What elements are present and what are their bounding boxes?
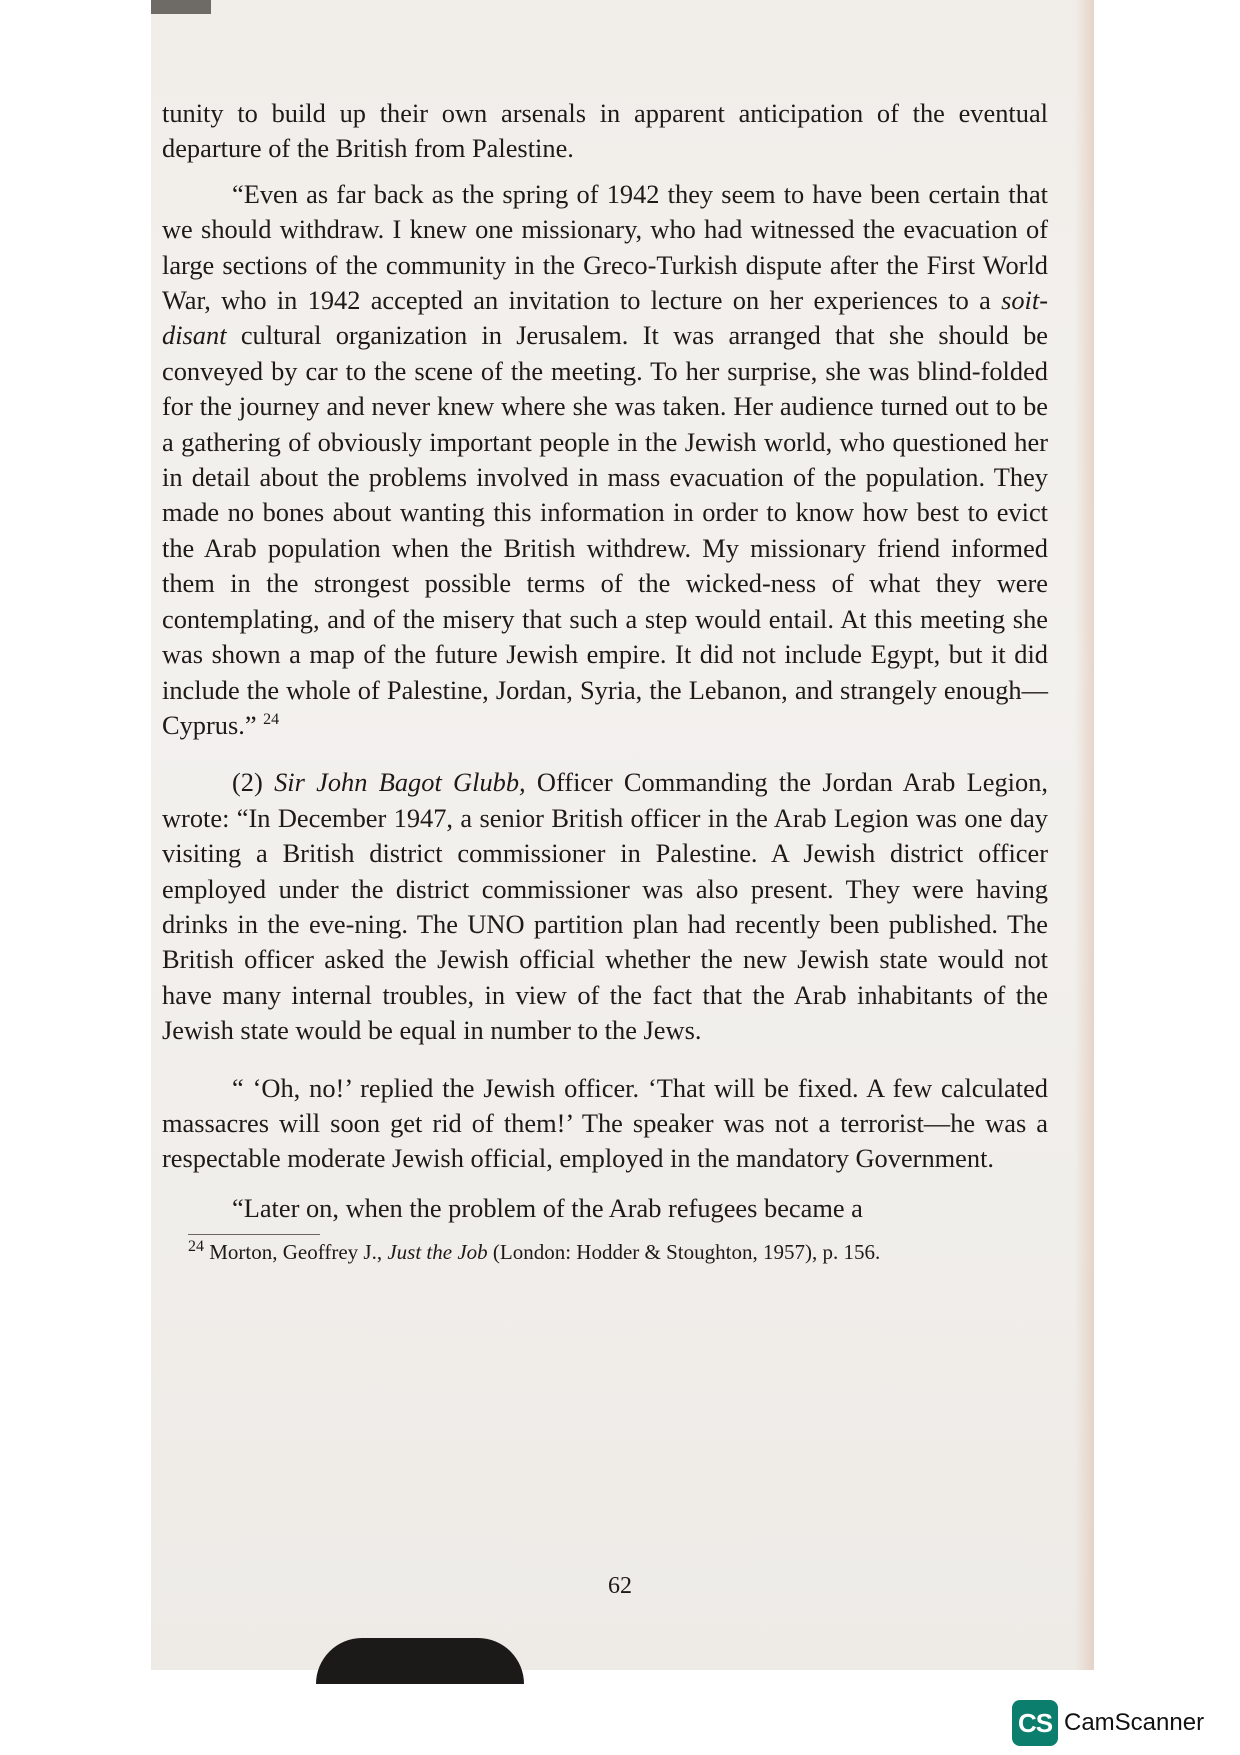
- thumb-shadow: [316, 1638, 524, 1684]
- paragraph-continued: tunity to build up their own arsenals in apparent anticipation of the eventual departure of the British from Palestine.: [162, 98, 1048, 164]
- quote-text-start: “Even as far back as the spring of 1942 they seem to have been certain that we should withdraw. I knew one missionary, who had witnessed the evacuation of large sections of the community in the Greco-Turkish dispute after the First World War, who in 1942 accepted an invitation to lecture on her experiences to a: [162, 178, 1048, 316]
- camscanner-watermark: [1012, 1700, 1204, 1746]
- paragraph-missionary-quote: [162, 177, 1048, 744]
- camscanner-app-name: CamScanner: [1064, 1709, 1205, 1736]
- footnote-divider: [188, 1234, 320, 1235]
- footnote-reference: 24: [263, 711, 280, 729]
- quote-italic-term: soit-disant: [162, 285, 1048, 351]
- item-number: (2): [232, 767, 275, 798]
- glubb-text: Officer Commanding the Jordan Arab Legion, wrote: “In December 1947, a senior British officer in the Arab Legion was one day visiting a British district commissioner in Palestine. A Jewish district officer employed under the district commissioner was also present. They were having drinks in the eve-ning. The UNO partition plan had recently been published. The British officer asked the Jewish official whether the new Jewish state would not have many internal troubles, in view of the fact that the Arab inhabitants of the Jewish state would be equal in number to the Jews.: [162, 767, 1048, 1046]
- footnote: [188, 1239, 1048, 1265]
- footnote-book-title: Just the Job: [387, 1240, 488, 1265]
- paragraph-later-on: “Later on, when the problem of the Arab refugees became a: [232, 1192, 863, 1223]
- footnote-number: 24: [188, 1238, 204, 1256]
- camscanner-logo-icon: CS: [1012, 1700, 1058, 1746]
- quote-text-end: cultural organization in Jerusalem. It was arranged that she should be conveyed by car to the scene of the meeting. To her surprise, she was blind-folded for the journey and never knew where she was taken. Her audience turned out to be a gathering of obviously important people in the Jewish world, who questioned her in detail about the problems involved in mass evacuation of the population. They made no bones about wanting this information in order to know how best to evict the Arab population when the British withdrew. My missionary friend informed them in the strongest possible terms of the wicked-ness of what they were contemplating, and of the misery that such a step would entail. At this meeting she was shown a map of the future Jewish empire. It did not include Egypt, but it did include the whole of Palestine, Jordan, Syria, the Lebanon, and strangely enough—Cyprus.”: [162, 320, 1048, 740]
- paragraph-glubb: [162, 765, 1048, 1048]
- author-name: Sir John Bagot Glubb,: [274, 767, 526, 798]
- page-body: [162, 96, 1048, 1265]
- footnote-text-end: (London: Hodder & Stoughton, 1957), p. 156.: [487, 1240, 881, 1265]
- footnote-text-start: Morton, Geoffrey J.,: [204, 1240, 388, 1265]
- page-number: 62: [608, 1573, 632, 1599]
- paragraph-jewish-officer-reply: “ ‘Oh, no!’ replied the Jewish officer. ‘That will be fixed. A few calculated massacres will soon get rid of them!’ The speaker was not a terrorist—he was a respectable moderate Jewish official, employed in the mandatory Government.: [162, 1072, 1048, 1174]
